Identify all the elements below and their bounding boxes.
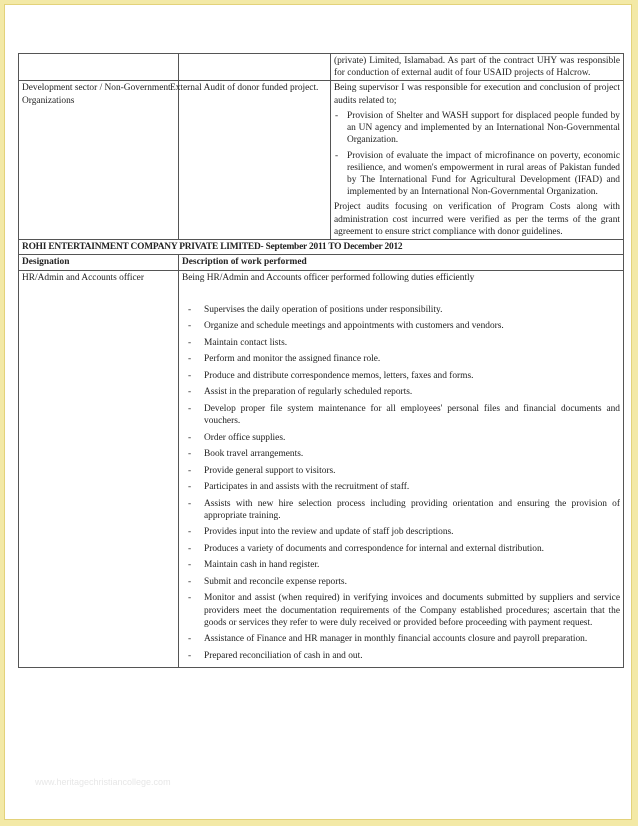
- list-item: - Produces a variety of documents and correspondence for internal and external distribution.: [182, 543, 620, 555]
- list-item: - Participates in and assists with the recruitment of staff.: [182, 481, 620, 493]
- top-cell-2: [179, 54, 331, 81]
- dev-closing: Project audits focusing on verification of Program Costs along with administration cost incurred were verified as per the terms of the grant agreement to ensure strict compliance with donor guidelines.: [334, 202, 620, 237]
- list-item: - Supervises the daily operation of positions under responsibility.: [182, 304, 620, 316]
- designation-cell: HR/Admin and Accounts officer: [19, 270, 179, 668]
- sector-cell: Development sector / Non-Government Organizations: [19, 81, 179, 240]
- designation-header: Designation: [19, 255, 179, 270]
- list-item: - Prepared reconciliation of cash in and out.: [182, 650, 620, 662]
- list-item: - Maintain cash in hand register.: [182, 559, 620, 571]
- list-item: - Provision of evaluate the impact of microfinance on poverty, economic resilience, and women's empowerment in rural areas of Pakistan funded by The International Fund for Agricultural Development (IFAD) and implemented by an International Non-Governmental Organization.: [334, 150, 620, 199]
- list-item: - Produce and distribute correspondence memos, letters, faxes and forms.: [182, 370, 620, 382]
- top-cell-1: [19, 54, 179, 81]
- experience-table: [18, 53, 624, 668]
- company-heading: ROHI ENTERTAINMENT COMPANY PRIVATE LIMITED- September 2011 TO December 2012: [19, 240, 624, 255]
- list-item: - Provides input into the review and update of staff job descriptions.: [182, 526, 620, 538]
- table-row: [19, 81, 624, 240]
- list-item: - Perform and monitor the assigned finance role.: [182, 353, 620, 365]
- document-page: [4, 4, 632, 820]
- table-row: [19, 255, 624, 270]
- list-item: - Submit and reconcile expense reports.: [182, 576, 620, 588]
- work-cell: External Audit of donor funded project.: [179, 81, 331, 240]
- list-item: - Book travel arrangements.: [182, 448, 620, 460]
- dev-intro: Being supervisor I was responsible for execution and conclusion of project audits related to;: [334, 83, 620, 106]
- list-item: - Assists with new hire selection process including providing orientation and ensuring the provision of appropriate training.: [182, 498, 620, 522]
- duties-list: [182, 304, 620, 662]
- duties-cell: [179, 270, 624, 668]
- list-item: - Assist in the preparation of regularly scheduled reports.: [182, 386, 620, 398]
- watermark-text: www.heritagechristiancollege.com: [35, 777, 171, 787]
- table-row: [19, 240, 624, 255]
- table-row: [19, 270, 624, 668]
- description-header: Description of work performed: [179, 255, 624, 270]
- list-item: - Develop proper file system maintenance for all employees' personal files and financial documents and vouchers.: [182, 403, 620, 427]
- duties-intro: Being HR/Admin and Accounts officer performed following duties efficiently: [182, 272, 475, 283]
- list-item: - Provision of Shelter and WASH support for displaced people funded by an UN agency and implemented by an International Non-Governmental Organization.: [334, 110, 620, 147]
- list-item: - Provide general support to visitors.: [182, 465, 620, 477]
- dev-description-cell: [331, 81, 624, 240]
- top-cell-description: (private) Limited, Islamabad. As part of the contract UHY was responsible for conduction of external audit of four USAID projects of Halcrow.: [331, 54, 624, 81]
- list-item: - Order office supplies.: [182, 432, 620, 444]
- project-list: [334, 110, 620, 199]
- table-row: [19, 54, 624, 81]
- list-item: - Maintain contact lists.: [182, 337, 620, 349]
- list-item: - Organize and schedule meetings and appointments with customers and vendors.: [182, 320, 620, 332]
- list-item: - Monitor and assist (when required) in verifying invoices and documents submitted by suppliers and service providers meet the documentation requirements of the Company established procedures; ascertain that the goods or services they refer to were duly received or provided before proceeding with payment request.: [182, 592, 620, 629]
- list-item: - Assistance of Finance and HR manager in monthly financial accounts closure and payroll preparation.: [182, 633, 620, 645]
